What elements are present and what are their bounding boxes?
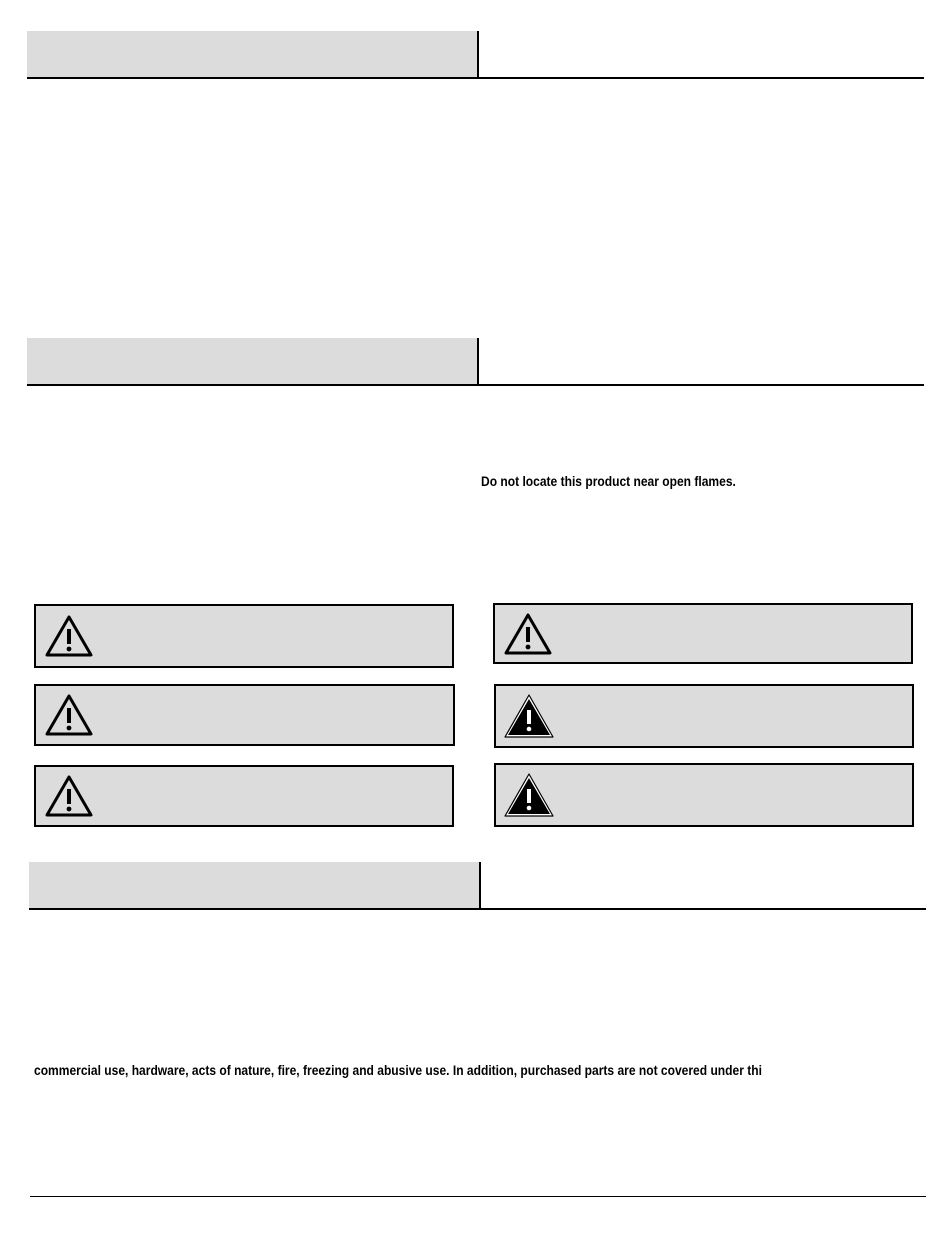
section-header-3 (29, 862, 926, 910)
warning-triangle-filled-icon (504, 773, 554, 817)
warning-box-right-2 (494, 684, 914, 748)
section-header-1 (27, 31, 924, 79)
open-flames-warning-text: Do not locate this product near open flames. (481, 473, 736, 489)
warning-box-right-1 (493, 603, 913, 664)
warning-triangle-outline-icon (44, 693, 94, 737)
warning-triangle-outline-icon (44, 614, 94, 658)
section-header-rule (27, 384, 924, 386)
warning-box-left-1 (34, 604, 454, 668)
warranty-exclusions-text: commercial use, hardware, acts of nature, fire, freezing and abusive use. In addition, purchased parts are not covered under thi (34, 1062, 762, 1078)
footer-rule (30, 1196, 926, 1197)
warning-triangle-outline-icon (503, 612, 553, 656)
section-header-tab (27, 338, 479, 385)
section-header-tab (27, 31, 479, 78)
section-header-rule (29, 908, 926, 910)
warning-box-right-3 (494, 763, 914, 827)
warning-triangle-filled-icon (504, 694, 554, 738)
section-header-rule (27, 77, 924, 79)
section-header-tab (29, 862, 481, 909)
warning-box-left-3 (34, 765, 454, 827)
section-header-2 (27, 338, 924, 386)
warning-box-left-2 (34, 684, 455, 746)
warning-triangle-outline-icon (44, 774, 94, 818)
